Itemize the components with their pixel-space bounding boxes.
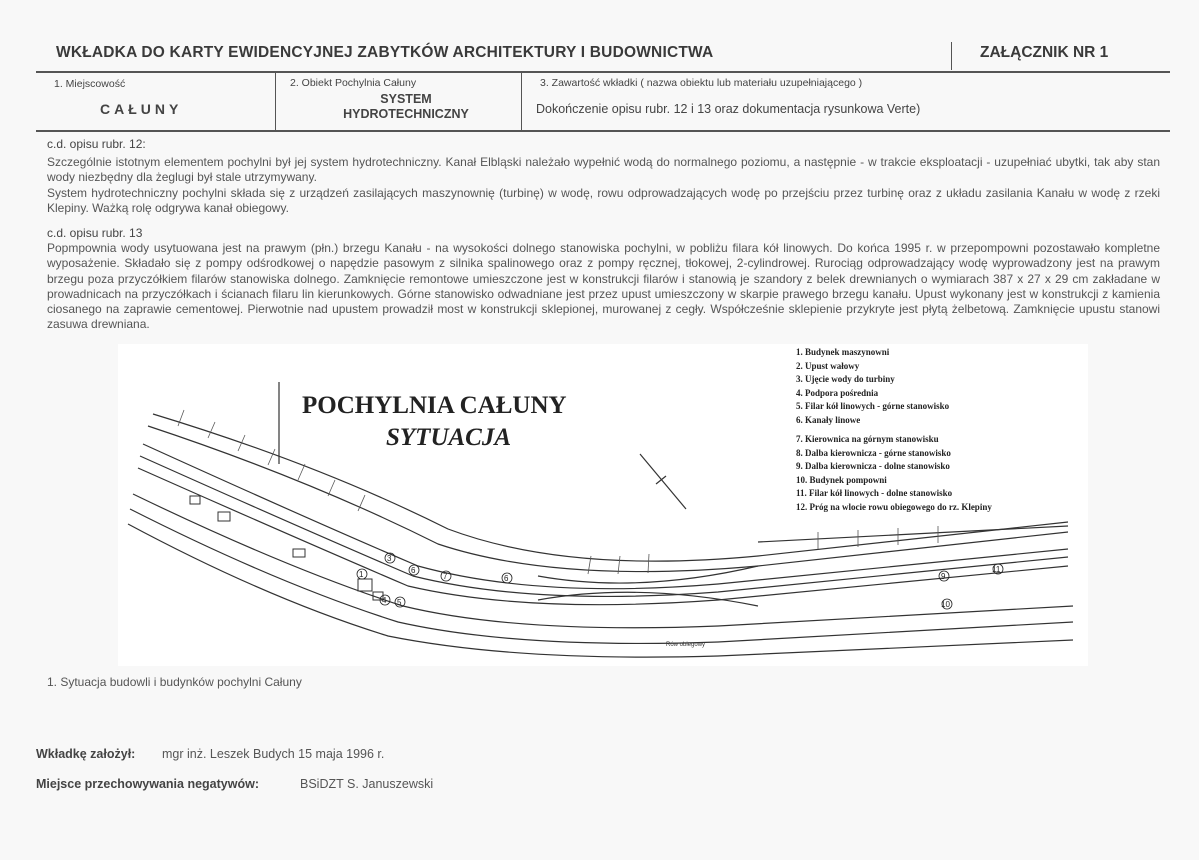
- lower-bank-1: [133, 494, 1073, 628]
- building-mark: [190, 496, 200, 504]
- field-divider-2: [521, 72, 522, 130]
- field-row-rule: [36, 130, 1170, 132]
- place-value: CAŁUNY: [100, 101, 183, 117]
- legend-item: 4. Podpora pośrednia: [796, 387, 879, 398]
- field-divider-1: [275, 72, 276, 130]
- lower-bank-3: [128, 524, 1073, 657]
- contents-value: Dokończenie opisu rubr. 12 i 13 oraz dokumentacja rysunkowa Verte): [536, 102, 921, 116]
- legend-item: 10. Budynek pompowni: [796, 474, 887, 485]
- north-arrow-line: [640, 454, 686, 509]
- object-label: 2. Obiekt Pochylnia Całuny: [290, 77, 417, 89]
- drawing-legend: [796, 346, 992, 514]
- hatch-mark: [648, 554, 649, 573]
- hatch-mark: [208, 422, 215, 438]
- marker-6b-label: 6: [504, 574, 509, 583]
- building-mark: [218, 512, 230, 521]
- hatch-mark: [298, 464, 305, 480]
- author-label: Wkładkę założył:: [36, 747, 136, 761]
- place-label: 1. Miejscowość: [54, 78, 126, 90]
- marker-3-label: 3: [387, 554, 392, 563]
- legend-item: 3. Ujęcie wody do turbiny: [796, 374, 895, 384]
- card-title: WKŁADKA DO KARTY EWIDENCYJNEJ ZABYTKÓW ARCHITEKTURY I BUDOWNICTWA: [56, 44, 714, 61]
- legend-item: 11. Filar kół linowych - dolne stanowisko: [796, 488, 953, 498]
- legend-item: 9. Dalba kierownicza - dolne stanowisko: [796, 461, 950, 471]
- author-value: mgr inż. Leszek Budych 15 maja 1996 r.: [162, 747, 385, 761]
- rubr13-body: Popmpownia wody usytuowana jest na prawym (płn.) brzegu Kanału - na wysokości dolnego stanowiska pochylni, w pobliżu filara kół linowych. Do końca 1995 r. w przepompowni pozostawało kompletne wyposażenie. Składało się z pompy odśrodkowej o napędzie pasowym z silnika spalinowego oraz z pompy ręcznej, tłokowej, 2-cylindrowej. Rurociąg odprowadzający wodę wyprowadzony jest na prawym brzegu poza przyczółkiem filarów stanowiska dolnego. Zamknięcie remontowe umieszczone jest w konstrukcji filarów i stanowią je szandory z belek drewnianych o wymiarach 387 x 27 x 29 cm zakładane w prowadnicach na przyczółkach i ścianach filaru lin kierunkowych. Górne stanowisko odwadniane jest przez upust umieszczony w skarpie prawego brzegu kanału. Upust wykonany jest w konstrukcji z kamienia ciosanego na zaprawie cementowej. Pierwotnie nad upustem prowadził most w konstrukcji sklepionej, murowanej z cegły. Współcześnie sklepienie przykryte jest płytą żelbetową. Zamknięcie upustu stanowi zasuwa drewniana.: [47, 241, 1160, 332]
- rubr13-heading: c.d. opisu rubr. 13: [47, 226, 143, 240]
- drawing-subtitle: SYTUACJA: [386, 424, 512, 451]
- negatives-value: BSiDZT S. Januszewski: [300, 777, 434, 791]
- drawing-title: POCHYLNIA CAŁUNY: [302, 392, 567, 419]
- legend-item: 5. Filar kół linowych - górne stanowisko: [796, 401, 950, 411]
- legend-item: 1. Budynek maszynowni: [796, 347, 890, 357]
- lower-bank-2: [130, 509, 1073, 643]
- marker-1-label: 1: [359, 570, 364, 579]
- hatch-mark: [268, 449, 275, 465]
- building-mark: [358, 579, 372, 591]
- rubr12-body: Szczególnie istotnym elementem pochylni był jej system hydrotechniczny. Kanał Elbląski należało wypełnić wodą do normalnego poziomu, a następnie - w trakcie eksploatacji - uzupełniać ubytki, tak aby stan wody niezbędny dla żeglugi był stale utrzymywany. System hydrotechniczny pochylni składa się z urządzeń zasilających maszynownię (turbinę) w wodę, rowu odprowadzających wodę po przejściu przez turbinę oraz z układu zasilania Kanału w wodę z rzeki Klepiny. Ważką rolę odgrywa kanał obiegowy.: [47, 155, 1160, 215]
- legend-item: 8. Dalba kierownicza - górne stanowisko: [796, 447, 951, 458]
- header-divider: [951, 42, 952, 70]
- drawing-caption: 1. Sytuacja budowli i budynków pochylni Całuny: [47, 675, 302, 689]
- marker-7-label: 7: [443, 572, 448, 581]
- marker-11-label: 11: [992, 565, 1001, 574]
- building-mark: [293, 549, 305, 557]
- negatives-label: Miejsce przechowywania negatywów:: [36, 777, 259, 791]
- channel-label: Rów obiegowy: [666, 642, 706, 648]
- marker-10-label: 10: [941, 600, 950, 609]
- legend-item: 7. Kierownica na górnym stanowisku: [796, 434, 939, 444]
- legend-item: 2. Upust wałowy: [796, 360, 860, 371]
- marker-6a-label: 6: [411, 566, 416, 575]
- object-value-line2: HYDROTECHNICZNY: [343, 107, 469, 121]
- object-value: [306, 92, 506, 122]
- legend-item: 6. Kanały linowe: [796, 414, 861, 425]
- annex-number: ZAŁĄCZNIK NR 1: [980, 44, 1109, 61]
- object-value-line1: SYSTEM: [380, 92, 432, 106]
- marker-9-label: 9: [941, 572, 946, 581]
- header-rule: [36, 71, 1170, 73]
- legend-item: 12. Próg na wlocie rowu obiegowego do rz. Klepiny: [796, 501, 992, 512]
- hatch-mark: [328, 480, 335, 496]
- marker-5-label: 5: [397, 598, 402, 607]
- rubr12-heading: c.d. opisu rubr. 12:: [47, 137, 146, 151]
- contents-label: 3. Zawartość wkładki ( nazwa obiektu lub materiału uzupełniającego ): [540, 77, 863, 89]
- marker-4-label: 4: [382, 596, 387, 605]
